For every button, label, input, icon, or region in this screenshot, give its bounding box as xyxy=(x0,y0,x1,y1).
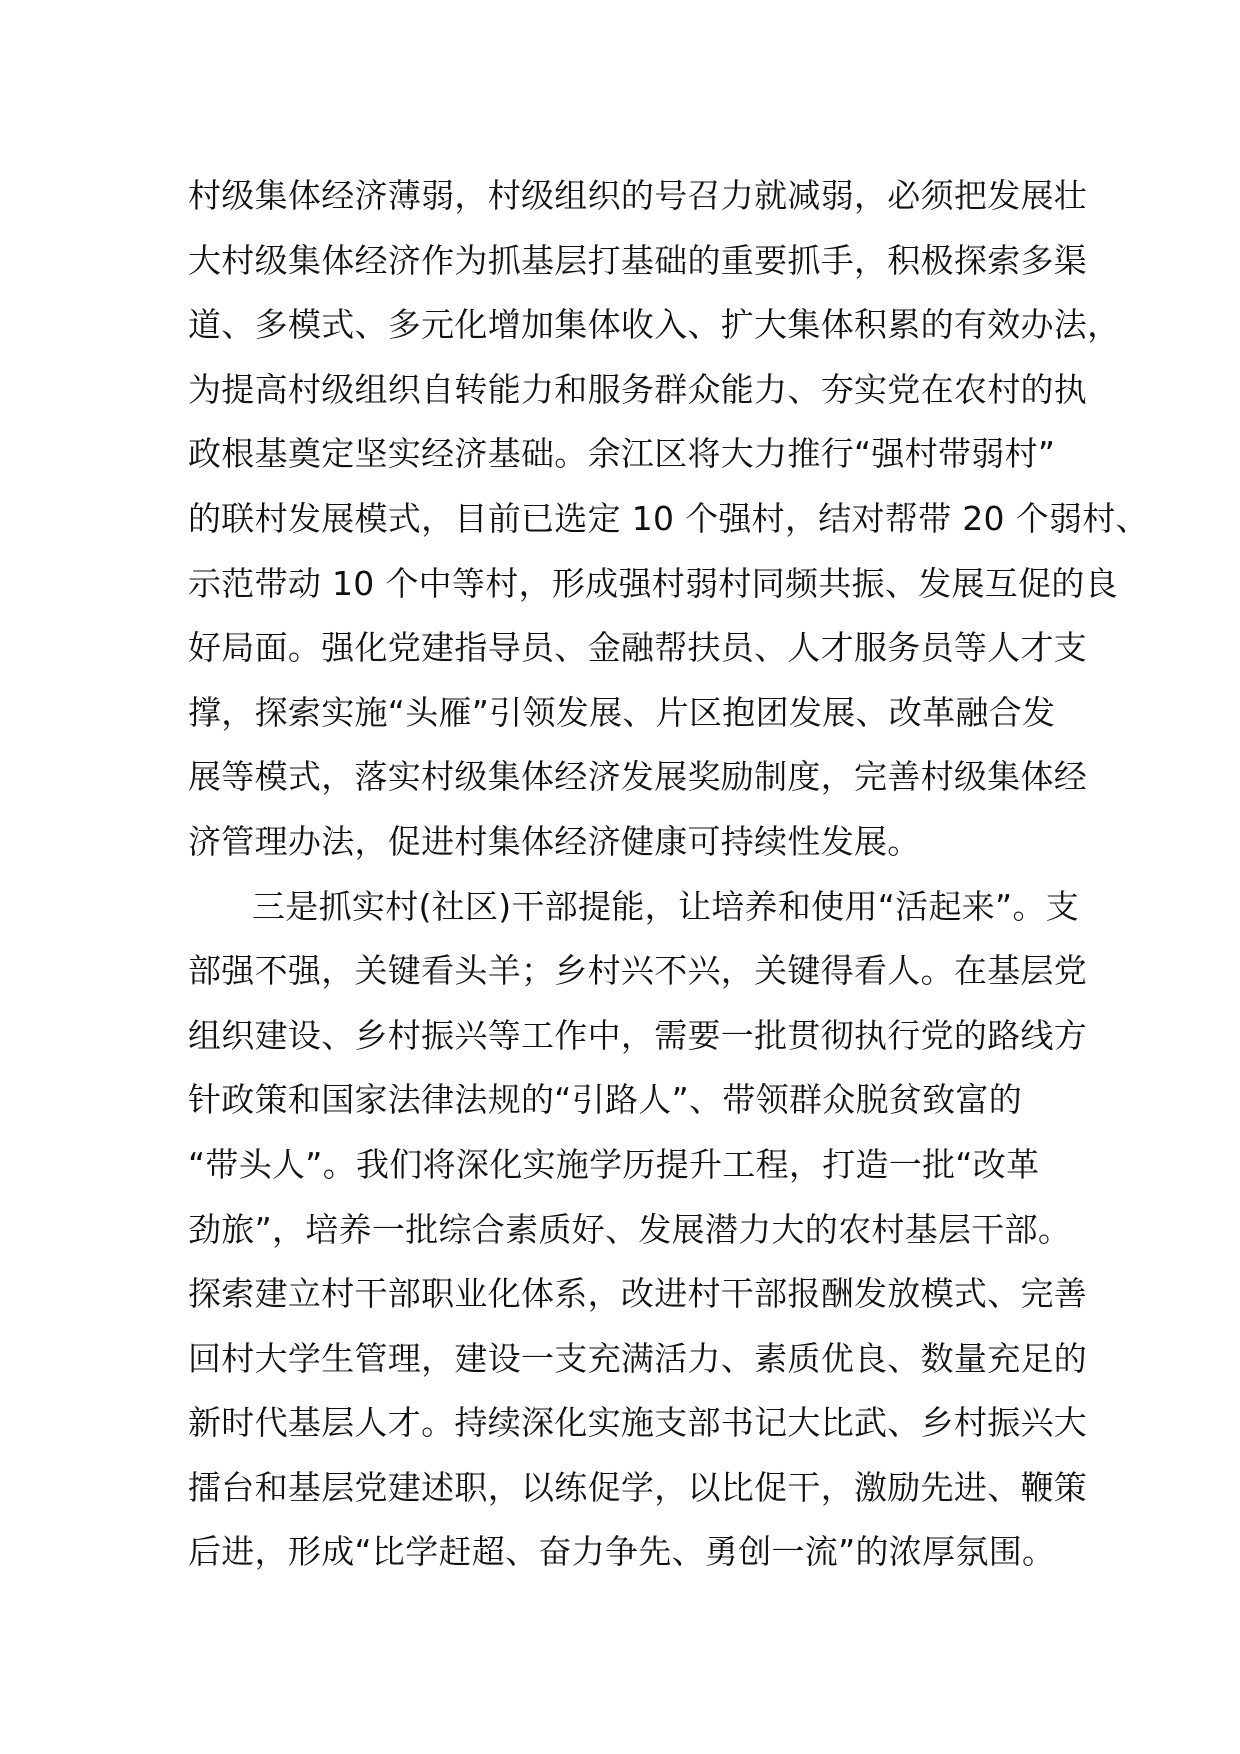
text-line: 撑，探索实施“头雁”引领发展、片区抱团发展、改革融合发 xyxy=(188,692,1056,732)
text-line: 展等模式，落实村级集体经济发展奖励制度，完善村级集体经 xyxy=(188,757,1088,797)
text-line: 擂台和基层党建述职，以练促学，以比促干，激励先进、鞭策 xyxy=(188,1467,1088,1507)
text-line: 探索建立村干部职业化体系，改进村干部报酬发放模式、完善 xyxy=(188,1274,1088,1314)
text-line: 针政策和国家法律法规的“引路人”、带领群众脱贫致富的 xyxy=(188,1080,1022,1120)
text-line: 组织建设、乡村振兴等工作中，需要一批贯彻执行党的路线方 xyxy=(188,1015,1088,1055)
text-line: 政根基奠定坚实经济基础。余江区将大力推行“强村带弱村” xyxy=(188,434,1056,474)
text-line: 示范带动 10 个中等村，形成强村弱村同频共振、发展互促的良 xyxy=(188,563,1118,603)
text-line: 回村大学生管理，建设一支充满活力、素质优良、数量充足的 xyxy=(188,1338,1088,1378)
text-line: 劲旅”，培养一批综合素质好、发展潜力大的农村基层干部。 xyxy=(188,1209,1072,1249)
text-line: 为提高村级组织自转能力和服务群众能力、夯实党在农村的执 xyxy=(188,369,1088,409)
text-line: 部强不强，关键看头羊；乡村兴不兴，关键得看人。在基层党 xyxy=(188,951,1088,991)
text-line: “带头人”。我们将深化实施学历提升工程，打造一批“改革 xyxy=(188,1144,1040,1184)
text-line: 后进，形成“比学赶超、奋力争先、勇创一流”的浓厚氛围。 xyxy=(188,1532,1056,1572)
body-text xyxy=(188,164,1149,1585)
text-line: 济管理办法，促进村集体经济健康可持续性发展。 xyxy=(188,821,921,861)
text-line: 的联村发展模式，目前已选定 10 个强村，结对帮带 20 个弱村、 xyxy=(188,498,1149,538)
text-line: 大村级集体经济作为抓基层打基础的重要抓手，积极探索多渠 xyxy=(188,240,1088,280)
paragraph-start-line: 三是抓实村(社区)干部提能，让培养和使用“活起来”。支 xyxy=(252,886,1080,926)
text-line: 村级集体经济薄弱，村级组织的号召力就减弱，必须把发展壮 xyxy=(188,176,1088,215)
text-line: 新时代基层人才。持续深化实施支部书记大比武、乡村振兴大 xyxy=(188,1403,1088,1443)
text-line: 道、多模式、多元化增加集体收入、扩大集体积累的有效办法， xyxy=(188,305,1121,345)
text-line: 好局面。强化党建指导员、金融帮扶员、人才服务员等人才支 xyxy=(188,628,1088,668)
